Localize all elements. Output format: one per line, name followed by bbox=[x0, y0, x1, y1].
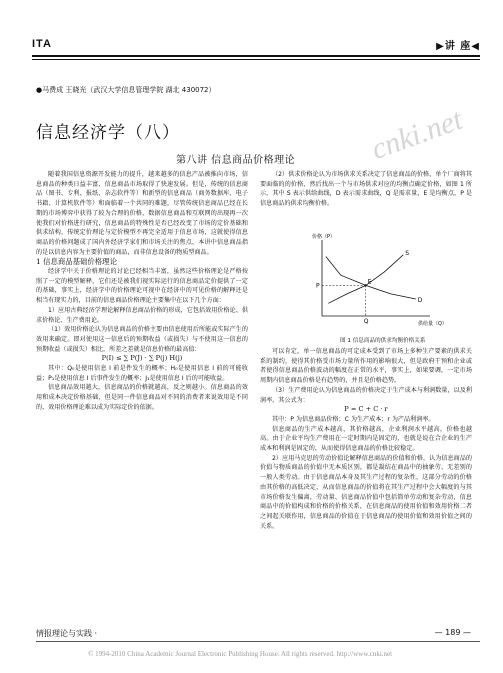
paragraph: 1）应用古典经济学理论解释信息商品价格的形成，它包括效用价格论、供求价格论、生产费用论。 bbox=[36, 306, 248, 324]
formula: P(I) ≤ ∑ P(J) · ∑ P(j) H(j) bbox=[101, 354, 183, 363]
formula: P = C + C · r bbox=[344, 405, 388, 414]
paragraph: 2）应用马克思的劳动价值论解释信息商品的价值和价格，认为信息商品的价值与物质商品的价值中无本质区别，都是凝结在商品中的抽象劳、无差别的一般人类劳动。由于信息商品本身及其生产过程的复杂性，这部分劳动的价格由其价格的高低决定，从而信息商品的价值将在其生产过程中会大幅度的与其市场价格发生偏离，劳动量、信息商品价值中包括简单劳动和复杂劳动，信息商品中的价值构成和价格的价格关系，在信息商品的使用价值和效用价格二者之间起关联作用，信息商品的价值在于信息商品的使用价值和效用价值之间的关系。 bbox=[260, 454, 472, 530]
paragraph: 其中：Q₀是使用信息 I 前是件发生的概率；H₀是使用信息 I 前的可能收益；P₁是使用信息 I 后事件发生的概率；J₁是使用信息 I 后的可能收益。 bbox=[36, 365, 248, 382]
paragraph: 经济学中关于价格理论的讨论已经相当丰富，虽然这些价格理论是严格按照了一定的模型解释，它们还是被我们视实际运行的信息商品定价提供了一定的基础，事实上，经济学中的价格理论可视中在经济中的可见价格的解释还是相当有现实力的，目前的信息商品价格理论主要集中在以下几个方面： bbox=[36, 268, 248, 305]
paragraph: 信息商品的生产成本越高，其价格越高，企业利润水平越高，价格也越高。由于企业平均生产费用在一定时期内是固定的，也就是说在合企业的生产成本和利润是固定的，从而使得信息商品的价格比较稳定。 bbox=[260, 425, 472, 453]
series-label: S bbox=[405, 249, 410, 257]
section-label: ▶讲 座◀ bbox=[436, 41, 480, 52]
series-label: D bbox=[417, 297, 423, 304]
x-axis-label: 供给量（Q） bbox=[418, 321, 447, 327]
watermark: cnki.net bbox=[367, 102, 467, 167]
quantity-label: Q bbox=[363, 318, 369, 325]
paragraph: 随着我国信息资源开发能力的提升，越来越多的信息产品被推向市场，信息商品的种类日益丰富，信息商品市场取得了快速发展。但是，传统的信息商品（图书、专利、报纸、杂志软件等）和新型的信息商品（商务数据库、电子书籍、计算机软件等）和面临着一个共同的难题，尽管传统信息商品已经在长期的市场博弈中获得了较为合理的价格，数据信息商品和互联网的出现再一次使我们对价格进行研究，信息商品的特殊性是否已经改变了市场的定价基础和供求结构，传统定价理论与定价模型不再完全适用于信息市场，这就使得信息商品的价格问题成了国内外经济学家们和市场关注的焦点，本讲中信息商品指的是以信息内容为主要价值的商品，而非信息设备的物质型商品。 bbox=[36, 171, 248, 256]
paragraph: 可以肯定，单一信息商品的可定成本受到了市场上多种生产要素的供求关系的制约，使得其价格受市场力量所作用的影响很大，但是政府干预和企业或者使得信息商品价格波动的幅度在正常的水平，事实上，如果要调，一定市场周期内信息商品价格是有趋势的，并且是价格趋势。 bbox=[260, 348, 472, 385]
y-axis-label: 价格（P） bbox=[312, 234, 336, 240]
page-number: — 189 — bbox=[434, 628, 471, 637]
lecture-subtitle: 第八讲 信息商品价格理论 bbox=[176, 155, 296, 166]
price-label: P bbox=[316, 282, 320, 290]
supply-demand-figure bbox=[300, 234, 447, 330]
figure-caption: 图 1 信息商品的供求均衡价格关系 bbox=[340, 338, 426, 344]
running-header bbox=[32, 38, 480, 52]
right-column bbox=[260, 170, 472, 238]
footer-rule bbox=[36, 641, 480, 642]
paragraph: 其中：P 为信息商品价格；C 为生产成本；r 为产品利润率。 bbox=[272, 415, 435, 423]
journal-name: ITA bbox=[32, 38, 52, 50]
footer-journal: 情报理论与实践 · bbox=[36, 629, 98, 638]
equilibrium-label: E bbox=[367, 278, 372, 286]
header-rule-thin bbox=[32, 59, 480, 60]
paragraph: 信息商品效用越大，信息商品的价格就越高，反之则越小。信息商品的效用和成本决定价格基础，但是同一件信息商品对不同的消费者来说效用是不同的，效用价格理论难以成为实际定价的依据。 bbox=[36, 384, 248, 411]
copyright-notice: © 1994-2010 China Academic Journal Electronic Publishing House. All rights reserved. http://www.cnki.net bbox=[88, 650, 393, 658]
paragraph: （3）生产费用论认为信息商品的价格决定于生产成本与利润数量，以及利润率，其公式为： bbox=[260, 386, 472, 404]
header-rule bbox=[32, 55, 480, 57]
paragraph: （1）效用价格论认为信息商品的价格主要由信息使用后所能或实际产生的效用来确定。即对使用这一信息后的预期收益（或损失）与不使用这一信息的预期收益（或损失）相比，所差之差就是信息价格的最高值： bbox=[36, 326, 248, 353]
article-title: 信息经济学（八） bbox=[36, 123, 180, 143]
left-column bbox=[36, 170, 248, 413]
author-line: ●马费成 王晓光（武汉大学信息管理学院 湖北 430072） bbox=[36, 86, 216, 94]
section-heading: 1 信息商品基础价格理论 bbox=[36, 257, 117, 267]
paragraph: （2）供求价格论认为市场供求关系决定了信息商品的价格，单个厂商将其要面临的的价格，然后找出一个与市场供求对应的均衡点确定价格，如图 1 所示，其中 S 表示供给曲线，D 表示需求曲线，Q 是需求量，E 是均衡点，P 是信息商品的供求均衡价格。 bbox=[260, 171, 472, 208]
right-column-lower bbox=[260, 347, 472, 531]
